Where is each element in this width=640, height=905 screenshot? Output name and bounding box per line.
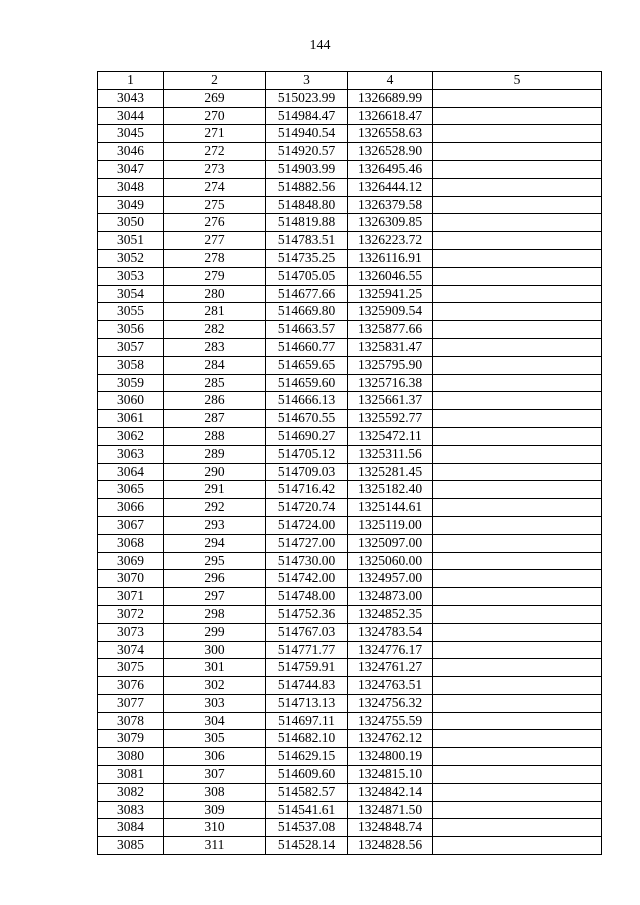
table-cell-col-4: 1325060.00 [348,552,433,570]
table-cell-col-3: 514541.61 [266,801,348,819]
table-cell-col-1: 3067 [98,516,164,534]
table-row [98,321,602,339]
table-cell-col-2: 311 [164,837,266,855]
table-cell-col-1: 3045 [98,125,164,143]
table-cell-col-4: 1324873.00 [348,588,433,606]
table-cell-col-2: 300 [164,641,266,659]
table-row [98,623,602,641]
table-row [98,730,602,748]
table-row [98,392,602,410]
table-cell-col-4: 1324815.10 [348,766,433,784]
table-cell-col-5 [433,534,602,552]
table-cell-col-5 [433,801,602,819]
table-cell-col-4: 1326379.58 [348,196,433,214]
table-cell-col-2: 308 [164,783,266,801]
table-cell-col-1: 3044 [98,107,164,125]
table-cell-col-4: 1324755.59 [348,712,433,730]
table-cell-col-1: 3056 [98,321,164,339]
table-cell-col-4: 1325592.77 [348,410,433,428]
table-cell-col-4: 1325795.90 [348,356,433,374]
table-cell-col-1: 3069 [98,552,164,570]
table-cell-col-2: 273 [164,160,266,178]
table-cell-col-3: 514771.77 [266,641,348,659]
table-cell-col-4: 1325311.56 [348,445,433,463]
table-cell-col-2: 270 [164,107,266,125]
table-cell-col-4: 1326223.72 [348,232,433,250]
table-cell-col-4: 1325831.47 [348,338,433,356]
table-cell-col-3: 514735.25 [266,249,348,267]
table-row [98,801,602,819]
table-cell-col-4: 1324761.27 [348,659,433,677]
table-cell-col-2: 299 [164,623,266,641]
table-cell-col-1: 3077 [98,694,164,712]
table-cell-col-3: 514659.65 [266,356,348,374]
table-cell-col-5 [433,463,602,481]
table-cell-col-5 [433,570,602,588]
table-cell-col-2: 306 [164,748,266,766]
table-cell-col-4: 1326528.90 [348,143,433,161]
table-cell-col-3: 514759.91 [266,659,348,677]
table-cell-col-2: 301 [164,659,266,677]
table-cell-col-5 [433,125,602,143]
table-cell-col-4: 1325119.00 [348,516,433,534]
table-cell-col-5 [433,303,602,321]
table-cell-col-5 [433,641,602,659]
table-cell-col-5 [433,499,602,517]
table-cell-col-2: 276 [164,214,266,232]
table-cell-col-3: 514744.83 [266,677,348,695]
table-cell-col-3: 514742.00 [266,570,348,588]
table-cell-col-1: 3054 [98,285,164,303]
table-cell-col-2: 298 [164,605,266,623]
table-cell-col-2: 280 [164,285,266,303]
table-cell-col-5 [433,107,602,125]
table-cell-col-2: 296 [164,570,266,588]
table-cell-col-2: 286 [164,392,266,410]
table-cell-col-5 [433,178,602,196]
table-cell-col-3: 514537.08 [266,819,348,837]
table-row [98,232,602,250]
table-cell-col-1: 3061 [98,410,164,428]
table-cell-col-3: 514705.05 [266,267,348,285]
table-cell-col-2: 282 [164,321,266,339]
table-cell-col-3: 514666.13 [266,392,348,410]
table-cell-col-2: 309 [164,801,266,819]
table-cell-col-5 [433,356,602,374]
table-cell-col-1: 3048 [98,178,164,196]
table-cell-col-1: 3062 [98,427,164,445]
table-cell-col-3: 514705.12 [266,445,348,463]
table-cell-col-4: 1325097.00 [348,534,433,552]
table-cell-col-3: 514730.00 [266,552,348,570]
table-row [98,552,602,570]
table-row [98,534,602,552]
table-row [98,196,602,214]
table-cell-col-4: 1326689.99 [348,89,433,107]
table-row [98,481,602,499]
table-row [98,694,602,712]
table-row [98,160,602,178]
table-row [98,338,602,356]
table-cell-col-1: 3078 [98,712,164,730]
table-row [98,214,602,232]
table-cell-col-4: 1325941.25 [348,285,433,303]
table-cell-col-3: 514660.77 [266,338,348,356]
table-cell-col-2: 269 [164,89,266,107]
column-header-1: 1 [98,72,164,90]
table-cell-col-1: 3051 [98,232,164,250]
table-cell-col-1: 3059 [98,374,164,392]
table-cell-col-5 [433,552,602,570]
table-row [98,267,602,285]
table-cell-col-4: 1324842.14 [348,783,433,801]
table-cell-col-2: 293 [164,516,266,534]
table-cell-col-2: 284 [164,356,266,374]
table-cell-col-4: 1325661.37 [348,392,433,410]
column-header-4: 4 [348,72,433,90]
page-number: 144 [309,38,331,53]
table-cell-col-3: 514663.57 [266,321,348,339]
table-row [98,427,602,445]
coordinates-table [97,71,602,855]
table-cell-col-4: 1326046.55 [348,267,433,285]
table-cell-col-1: 3046 [98,143,164,161]
table-row [98,445,602,463]
table-cell-col-5 [433,516,602,534]
table-cell-col-5 [433,623,602,641]
table-cell-col-5 [433,249,602,267]
table-cell-col-1: 3068 [98,534,164,552]
table-cell-col-2: 274 [164,178,266,196]
table-cell-col-5 [433,694,602,712]
table-cell-col-2: 295 [164,552,266,570]
table-cell-col-3: 514724.00 [266,516,348,534]
table-cell-col-4: 1324828.56 [348,837,433,855]
table-cell-col-4: 1326116.91 [348,249,433,267]
table-cell-col-5 [433,392,602,410]
table-row [98,783,602,801]
table-cell-col-1: 3058 [98,356,164,374]
table-cell-col-5 [433,232,602,250]
table-row [98,677,602,695]
table-cell-col-2: 272 [164,143,266,161]
table-cell-col-2: 287 [164,410,266,428]
table-cell-col-4: 1325472.11 [348,427,433,445]
table-cell-col-4: 1325281.45 [348,463,433,481]
table-cell-col-5 [433,819,602,837]
table-body [98,89,602,854]
table-cell-col-1: 3070 [98,570,164,588]
table-row [98,659,602,677]
table-cell-col-2: 277 [164,232,266,250]
table-cell-col-2: 297 [164,588,266,606]
table-row [98,516,602,534]
table-cell-col-1: 3052 [98,249,164,267]
table-cell-col-4: 1325877.66 [348,321,433,339]
table-cell-col-5 [433,410,602,428]
table-cell-col-4: 1324848.74 [348,819,433,837]
table-cell-col-2: 303 [164,694,266,712]
table-row [98,712,602,730]
table-row [98,499,602,517]
table-cell-col-1: 3082 [98,783,164,801]
table-cell-col-3: 514659.60 [266,374,348,392]
table-cell-col-5 [433,285,602,303]
table-row [98,125,602,143]
table-cell-col-5 [433,730,602,748]
table-cell-col-2: 290 [164,463,266,481]
table-cell-col-5 [433,766,602,784]
table-cell-col-1: 3085 [98,837,164,855]
table-cell-col-3: 514528.14 [266,837,348,855]
table-cell-col-1: 3071 [98,588,164,606]
table-row [98,143,602,161]
table-row [98,249,602,267]
table-cell-col-3: 514984.47 [266,107,348,125]
table-row [98,178,602,196]
table-cell-col-2: 305 [164,730,266,748]
table-cell-col-5 [433,659,602,677]
table-row [98,570,602,588]
table-cell-col-2: 271 [164,125,266,143]
table-cell-col-3: 514903.99 [266,160,348,178]
table-cell-col-1: 3049 [98,196,164,214]
table-cell-col-3: 514882.56 [266,178,348,196]
table-cell-col-2: 310 [164,819,266,837]
table-cell-col-4: 1326558.63 [348,125,433,143]
table-cell-col-1: 3084 [98,819,164,837]
table-row [98,819,602,837]
table-cell-col-5 [433,267,602,285]
table-cell-col-1: 3073 [98,623,164,641]
table-cell-col-1: 3050 [98,214,164,232]
table-cell-col-4: 1326618.47 [348,107,433,125]
table-cell-col-1: 3053 [98,267,164,285]
table-cell-col-3: 514767.03 [266,623,348,641]
table-row [98,89,602,107]
table-cell-col-3: 514709.03 [266,463,348,481]
column-header-3: 3 [266,72,348,90]
table-header [98,72,602,90]
table-cell-col-3: 514716.42 [266,481,348,499]
table-row [98,463,602,481]
table-cell-col-1: 3072 [98,605,164,623]
table-cell-col-5 [433,712,602,730]
table-cell-col-5 [433,605,602,623]
table-cell-col-1: 3064 [98,463,164,481]
table-cell-col-5 [433,481,602,499]
table-row [98,766,602,784]
table-cell-col-3: 514920.57 [266,143,348,161]
table-cell-col-3: 514940.54 [266,125,348,143]
table-row [98,605,602,623]
table-cell-col-2: 275 [164,196,266,214]
column-header-2: 2 [164,72,266,90]
table-cell-col-3: 514713.13 [266,694,348,712]
table-cell-col-2: 289 [164,445,266,463]
table-cell-col-2: 291 [164,481,266,499]
table-cell-col-4: 1324957.00 [348,570,433,588]
table-cell-col-2: 281 [164,303,266,321]
table-cell-col-4: 1324852.35 [348,605,433,623]
table-cell-col-5 [433,214,602,232]
table-cell-col-1: 3043 [98,89,164,107]
table-cell-col-3: 514848.80 [266,196,348,214]
table-cell-col-5 [433,588,602,606]
table-cell-col-4: 1325182.40 [348,481,433,499]
header-row [98,72,602,90]
table-cell-col-2: 302 [164,677,266,695]
table-cell-col-1: 3083 [98,801,164,819]
table-cell-col-2: 294 [164,534,266,552]
table-cell-col-4: 1325144.61 [348,499,433,517]
table-cell-col-3: 514690.27 [266,427,348,445]
table-cell-col-1: 3066 [98,499,164,517]
table-cell-col-1: 3057 [98,338,164,356]
table-cell-col-5 [433,89,602,107]
table-cell-col-2: 278 [164,249,266,267]
table-cell-col-3: 514677.66 [266,285,348,303]
table-cell-col-5 [433,427,602,445]
table-cell-col-4: 1324800.19 [348,748,433,766]
table-cell-col-4: 1326444.12 [348,178,433,196]
table-cell-col-4: 1324871.50 [348,801,433,819]
table-cell-col-3: 514720.74 [266,499,348,517]
table-cell-col-1: 3080 [98,748,164,766]
table-cell-col-1: 3075 [98,659,164,677]
table-cell-col-3: 514783.51 [266,232,348,250]
table-cell-col-2: 304 [164,712,266,730]
table-cell-col-3: 514697.11 [266,712,348,730]
table-row [98,641,602,659]
table-cell-col-5 [433,374,602,392]
table-cell-col-3: 514669.80 [266,303,348,321]
table-cell-col-3: 514609.60 [266,766,348,784]
table-row [98,303,602,321]
table-cell-col-3: 514819.88 [266,214,348,232]
table-cell-col-3: 514727.00 [266,534,348,552]
table-row [98,410,602,428]
table-cell-col-4: 1324783.54 [348,623,433,641]
table-cell-col-3: 514629.15 [266,748,348,766]
table-cell-col-5 [433,837,602,855]
table-cell-col-3: 514670.55 [266,410,348,428]
table-cell-col-4: 1324762.12 [348,730,433,748]
table-cell-col-4: 1325909.54 [348,303,433,321]
table-cell-col-4: 1324763.51 [348,677,433,695]
table-cell-col-5 [433,196,602,214]
table-cell-col-3: 514748.00 [266,588,348,606]
table-cell-col-1: 3065 [98,481,164,499]
table-cell-col-2: 307 [164,766,266,784]
table-row [98,588,602,606]
table-cell-col-1: 3076 [98,677,164,695]
table-cell-col-1: 3074 [98,641,164,659]
table-cell-col-1: 3063 [98,445,164,463]
table-cell-col-1: 3047 [98,160,164,178]
table-row [98,285,602,303]
table-row [98,356,602,374]
table-cell-col-5 [433,445,602,463]
table-cell-col-3: 514752.36 [266,605,348,623]
table-row [98,837,602,855]
table-cell-col-4: 1324756.32 [348,694,433,712]
table-row [98,374,602,392]
table-cell-col-5 [433,143,602,161]
table-cell-col-1: 3055 [98,303,164,321]
table-cell-col-4: 1326495.46 [348,160,433,178]
table-row [98,107,602,125]
table-cell-col-5 [433,677,602,695]
table-cell-col-1: 3079 [98,730,164,748]
table-cell-col-2: 292 [164,499,266,517]
table-cell-col-3: 514682.10 [266,730,348,748]
table-cell-col-4: 1324776.17 [348,641,433,659]
table-cell-col-5 [433,321,602,339]
table-cell-col-5 [433,338,602,356]
table-cell-col-2: 285 [164,374,266,392]
column-header-5: 5 [433,72,602,90]
table-cell-col-5 [433,748,602,766]
table-cell-col-3: 514582.57 [266,783,348,801]
table-cell-col-5 [433,783,602,801]
table-cell-col-1: 3060 [98,392,164,410]
table-cell-col-2: 283 [164,338,266,356]
table-cell-col-1: 3081 [98,766,164,784]
table-cell-col-5 [433,160,602,178]
table-cell-col-3: 515023.99 [266,89,348,107]
table-row [98,748,602,766]
table-cell-col-4: 1325716.38 [348,374,433,392]
table-cell-col-2: 288 [164,427,266,445]
table-cell-col-2: 279 [164,267,266,285]
table-cell-col-4: 1326309.85 [348,214,433,232]
